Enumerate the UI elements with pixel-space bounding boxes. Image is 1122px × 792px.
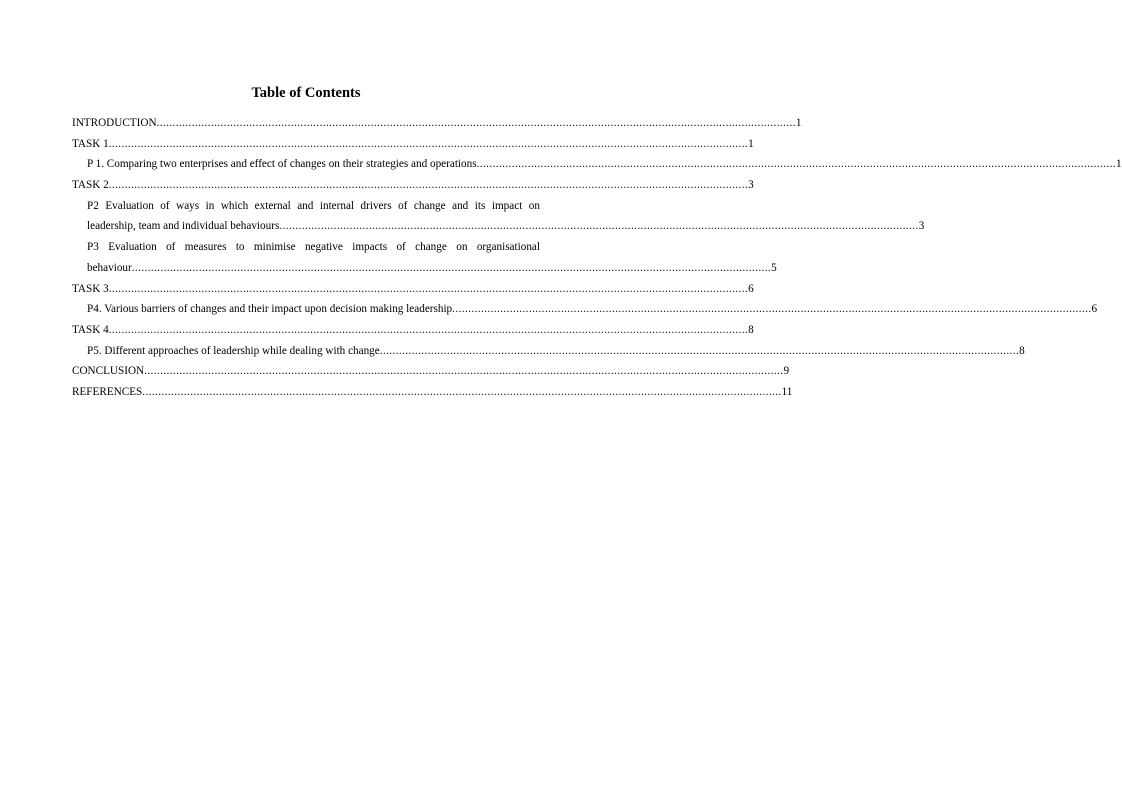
toc-entry-label-line2: behaviour [87,261,132,274]
toc-entry-page: 11 [781,385,793,398]
toc-entry-page: 1 [795,117,802,129]
toc-leader-dots: ........................................................................................................................................................................................................ [108,179,749,192]
toc-entry-label: TASK 1 [72,137,109,150]
toc-entry-page: 6 [748,282,754,295]
toc-entry-label: P5. Different approaches of leadership while dealing with change [87,344,380,357]
toc-entry-conclusion[interactable] [72,361,790,382]
toc-entry-page: 8 [1019,344,1025,357]
toc-entry-label-line2: leadership, team and individual behaviours [87,220,280,233]
toc-title: Table of Contents [251,85,361,101]
toc-leader-dots: ........................................................................................................................................................................................................ [156,117,796,129]
toc-leader-dots: ........................................................................................................................................................................................................ [379,344,1020,357]
toc-entry-p3[interactable] [72,237,777,278]
toc-entry-page: 1 [748,137,754,150]
toc-entry-page: 1 [1115,158,1122,171]
toc-leader-dots: ........................................................................................................................................................................................................ [108,323,749,336]
toc-entry-label: CONCLUSION [72,365,145,378]
toc-entry-task-4[interactable] [72,320,754,341]
toc-leader-dots: ........................................................................................................................................................................................................ [476,158,1116,171]
toc-leader-dots: ........................................................................................................................................................................................................ [144,365,784,378]
toc-entry-label: TASK 3 [72,282,109,295]
toc-entry-p2[interactable] [72,196,925,237]
toc-entry-label: TASK 4 [72,323,109,336]
toc-entry-introduction[interactable] [72,113,802,134]
toc-entry-task-3[interactable] [72,279,754,300]
toc-leader-dots: ........................................................................................................................................................................................................ [452,303,1092,316]
toc-leader-dots: ........................................................................................................................................................................................................ [131,261,772,274]
toc-entry-p4[interactable] [72,299,1098,320]
toc-entry-label: P 1. Comparing two enterprises and effect of changes on their strategies and operations [87,158,477,171]
toc-entry-label-line1: P2 Evaluation of ways in which external and internal drivers of change and its impact on [87,199,540,212]
toc-entry-label-line1: P3 Evaluation of measures to minimise negative impacts of change on organisational [87,241,540,254]
toc-entry-references[interactable] [72,382,793,403]
toc-entry-task-2[interactable] [72,175,754,196]
toc-entry-label: INTRODUCTION [72,117,157,129]
toc-entry-page: 9 [783,365,790,378]
toc-leader-dots: ........................................................................................................................................................................................................ [108,282,749,295]
toc-leader-dots: ........................................................................................................................................................................................................ [279,220,919,233]
table-of-contents [72,113,1122,403]
toc-entry-label: P4. Various barriers of changes and their impact upon decision making leadership [87,303,453,316]
toc-entry-page: 6 [1091,303,1098,316]
toc-leader-dots: ........................................................................................................................................................................................................ [142,385,782,398]
toc-entry-page: 3 [918,220,925,233]
toc-entry-label: TASK 2 [72,179,109,192]
toc-leader-dots: ........................................................................................................................................................................................................ [108,137,749,150]
toc-entry-p5[interactable] [72,341,1025,362]
toc-entry-label: REFERENCES [72,385,143,398]
toc-entry-p1[interactable] [72,154,1122,175]
toc-entry-page: 3 [748,179,754,192]
toc-entry-page: 8 [748,323,754,336]
toc-entry-page: 5 [771,261,777,274]
toc-entry-task-1[interactable] [72,134,754,155]
